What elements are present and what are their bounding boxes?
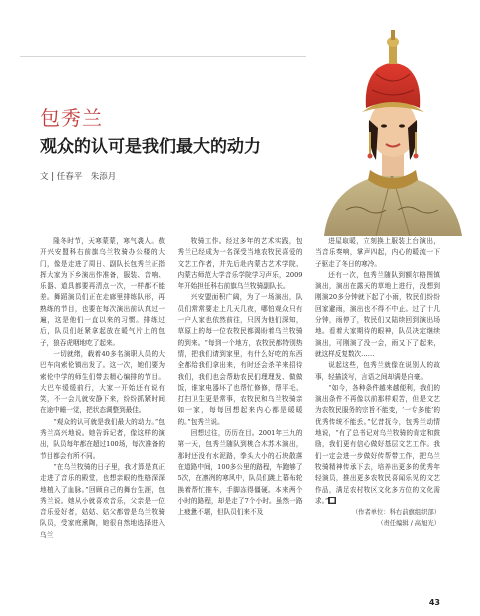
paragraph: 进屋取暖，立刻换上服装上台演出，当音乐奏响，掌声四起，内心的暖流一下子驱走了冬日的寒冷。 (315, 237, 440, 268)
paragraph: 还有一次，包秀兰随队到额尔格图镇演出，演出在露天的草地上进行，没想到刚演20多分钟就下起了小雨，牧民们纷纷回家避雨，演出也不得不中止。过了十几分钟，雨停了，牧民们又陆续回到演出场地。看着大家期待的眼神，队员决定继续演出，可刚演了没一会，雨又下了起来，就这样反复数次…… (315, 270, 440, 358)
end-mark-icon: ■ (329, 497, 336, 505)
editor-credit: （责任编辑 / 高旭光） (377, 520, 440, 528)
column-1 (40, 236, 165, 596)
paragraph: 牧骑工作。经过多年的艺术实践，包秀兰已经成为一名深受当地农牧民喜爱的文艺工作者，并先后赴内蒙古艺术学院、内蒙古师范大学音乐学院学习声乐，2009年开始担任科右前旗乌兰牧骑副队长。 (177, 237, 303, 291)
article-body (40, 236, 440, 596)
paragraph: 隆冬时节，天寒蒙蒙，寒气袭人。敖开兴安盟科右前旗乌兰牧骑办公楼的大门，像是走进了周日、副队长包秀兰正指挥大家为下乡演出作准备，服装、音响、乐器、道具都要再清点一次，一样都不能差。舞蹈演员们正在走廊里排练队形，再熟练的节目，也要在每次演出前认真过一遍，这是他们一直以来的习惯。排练过后，队员们赶紧拿起放在暖气片上的包子，狼吞虎咽地吃了起来。 (40, 237, 165, 347)
paragraph: 回想过往，历历在目。2001年三九的第一天，包秀兰随队到桃合木苏木演出，那时还没有水泥路，拳头大小的石块散落在道路中间，100多公里的路程，车跑够了5次，在凛冽的寒风中，队员们跳上幕布轮换着帮忙推车，手脚冻得僵硬。本来两个小时的路程，却是走了7个小时。虽然一路上疲惫不堪，但队员们来不及 (177, 429, 303, 517)
column-3 (315, 236, 440, 596)
person-name: 包秀兰 (40, 106, 103, 130)
paragraph (315, 383, 440, 507)
final-paragraph-text: “如今，各种条件越来越便利，我们的演出条件不再像以前那样艰苦，但是文艺为农牧民服务的宗旨不能变，‘一专多能’的优秀传统不能丢。”忆昔抚今，包秀兰动情地说，“有了总书记对乌兰牧骑的肯定和鼓励，我们更有信心做好基层文艺工作。我们一定会进一步做好传帮带工作，把乌兰牧骑精神传承下去，培养出更多的优秀年轻演员，推出更多农牧民喜闻乐见的文艺作品，满足农村牧区文化多方位的文化需求。” (315, 383, 440, 505)
paragraph: “观众的认可就是我们最大的动力。”包秀兰高兴地说。她告诉记者，像这样的演出，队员每年都在超过100场，每次准备的节目都会有所不同。 (40, 417, 165, 460)
article-headline: 观众的认可是我们最大的动力 (40, 137, 261, 157)
column-2 (178, 236, 303, 596)
portrait-photo (306, 28, 480, 236)
paragraph: 一切就绪，载着40多名演职人员的大巴车向索伦镇出发了。这一次，她们要为索伦中学的师生们带去精心编排的节目。大巴车缓缓前行，大家一开始还有说有笑，不一会儿就安静下来，纷纷抓紧时间在途中睡一觉，把状态调整到最佳。 (40, 349, 165, 415)
page-number: 43 (428, 598, 440, 607)
paragraph: 兴安盟面积广阔，为了一场演出，队员们常常要走上几天几夜，哪怕观众只有一户人家也依然前往，只因为他们深知，草原上的每一位农牧民都渴盼着乌兰牧骑的到来。“每到一个地方，农牧民都特别热情，把我们请到家里，有什么好吃的东西全都给我们拿出来，有时还会杀羊来招待我们，我们也会帮助农民们理理发、做做饭，谁家电器坏了也帮忙修修，帮平毛、打扫卫生更是常事，农牧民和乌兰牧骑亲如一家，每每回想起来内心都是暖暖的。”包秀兰说。 (177, 293, 303, 426)
paragraph: “在乌兰牧骑的日子里，我才算是真正走进了音乐的殿堂，也想亲眼的性格深深地植入了血脉。”回顾自己的舞台生涯，包秀兰说。她从小就喜欢音乐，父亲是一位音乐爱好者，姑姑、姑父都曾是乌兰牧骑队员，受家庭熏陶，她很自然地选择进入乌兰 (40, 462, 165, 539)
byline: 文 | 任春平 朱添月 (40, 172, 117, 182)
paragraph: 说起这些，包秀兰就像在说别人的故事，轻描淡写，言语之间却满是自豪。 (315, 361, 440, 381)
author-unit: （作者单位：科右前旗组织部） (351, 509, 440, 517)
